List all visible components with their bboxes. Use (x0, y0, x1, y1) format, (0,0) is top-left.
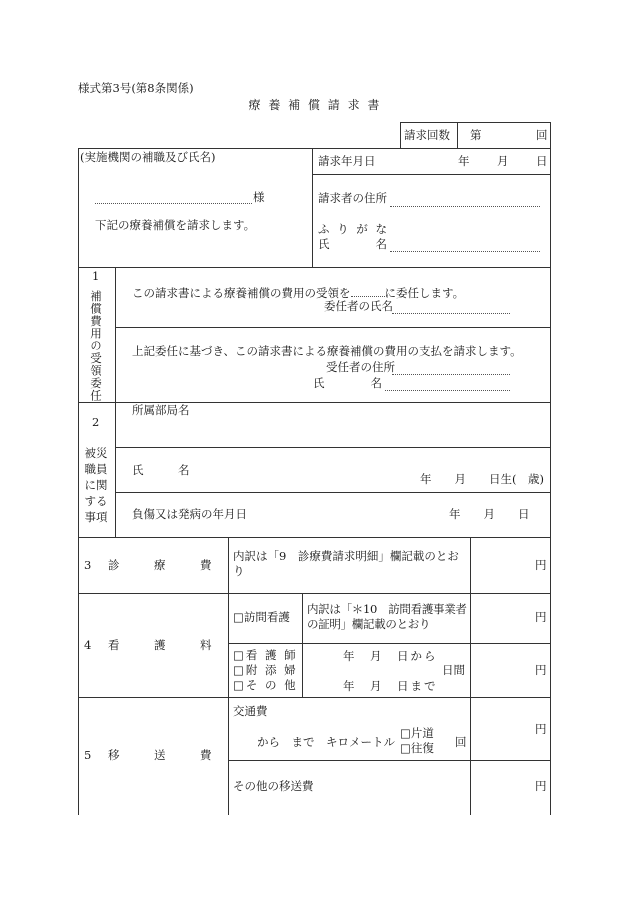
claim-count-prefix: 第 (470, 128, 482, 142)
divider (400, 122, 401, 148)
divider (228, 760, 551, 761)
caregiver-option-nurse: □看 護 師 (233, 648, 298, 662)
divider (470, 537, 471, 815)
recipient-fill-in-line (95, 203, 252, 204)
claim-count-label: 請求回数 (404, 128, 450, 142)
home-nursing-option: □訪問看護 (233, 610, 290, 624)
divider (78, 148, 551, 149)
medical-fees-currency-unit: 円 (535, 558, 547, 572)
other-transport-label: その他の移送費 (233, 779, 314, 793)
section-3-heading: 診 療 費 (108, 558, 212, 572)
section-4-number: 4 (84, 638, 92, 652)
delegate-name-fill-in-line (385, 390, 510, 391)
medical-fees-breakdown-note: 内訳は「9 診療費請求明細」欄記載のとおり (233, 549, 459, 578)
delegator-name-label: 委任者の氏名 (324, 299, 393, 313)
home-nursing-currency-unit: 円 (535, 610, 547, 624)
divider (115, 327, 551, 328)
section-2-number: 2 (92, 415, 100, 429)
divider (115, 267, 116, 537)
recipient-label: (実施機関の補職及び氏名) (80, 150, 216, 164)
section-1-heading: 補償費用の受領委任 (89, 290, 103, 402)
divider (115, 447, 551, 448)
home-nursing-note: 内訳は「＊10 訪問看護事業者の証明」欄記載のとおり (307, 602, 467, 631)
claim-count-suffix: 回 (536, 128, 548, 142)
delegate-address-label: 受任者の住所 (326, 360, 395, 374)
claimant-name-fill-in-line (390, 251, 540, 252)
claim-date-label: 請求年月日 (318, 154, 376, 168)
nursing-period-to: 年 月 日まで (343, 679, 438, 693)
section-5-heading: 移 送 費 (108, 748, 212, 762)
divider (302, 593, 303, 697)
trip-count-unit: 回 (455, 735, 467, 749)
delegation-sentence (132, 285, 464, 300)
divider (78, 593, 551, 594)
divider (312, 148, 313, 267)
section-4-heading: 看 護 料 (108, 638, 212, 652)
divider (115, 492, 551, 493)
section-1-number: 1 (92, 269, 100, 283)
divider (78, 148, 79, 815)
claimant-address-fill-in-line (390, 206, 540, 207)
section-2-heading: 被災職員に関する事項 (84, 446, 108, 524)
caregiver-option-attendant: □附 添 婦 (233, 663, 298, 677)
section-5-number: 5 (84, 748, 92, 762)
divider (550, 122, 551, 815)
injury-date-units: 年 月 日 (449, 507, 530, 521)
claimant-name-label: 氏 名 (318, 237, 387, 251)
department-label: 所属部局名 (132, 403, 190, 417)
divider (457, 122, 458, 148)
section-3-number: 3 (84, 558, 92, 572)
divider (312, 174, 551, 175)
nursing-period-days: 日間 (442, 663, 465, 677)
transport-label: 交通費 (233, 704, 268, 718)
request-statement: 下記の療養補償を請求します。 (95, 218, 256, 232)
divider (228, 537, 229, 815)
divider (78, 267, 551, 268)
birth-date-units: 年 月 日生( 歳) (420, 472, 544, 486)
delegator-name-fill-in-line (392, 313, 510, 314)
claim-date-units: 年 月 日 (458, 154, 549, 168)
caregiver-currency-unit: 円 (535, 663, 547, 677)
furigana-label: ふ り が な (318, 222, 389, 236)
divider (78, 697, 551, 698)
other-transport-currency-unit: 円 (535, 779, 547, 793)
form-title: 療 養 補 償 請 求 書 (248, 98, 382, 112)
trip-option-one-way: □片道 (400, 726, 434, 740)
form-number: 様式第3号(第8条関係) (78, 81, 194, 95)
trip-option-round-trip: □往復 (400, 741, 434, 755)
delegate-fill-in-line (351, 285, 385, 297)
delegation-text-after: に委任します。 (384, 286, 465, 300)
nursing-period-from: 年 月 日から (343, 649, 438, 663)
delegation-text-before: この請求書による療養補償の費用の受領を (132, 286, 351, 300)
divider (78, 537, 551, 538)
divider (400, 122, 551, 123)
employee-name-label: 氏 名 (132, 463, 190, 477)
transport-currency-unit: 円 (535, 722, 547, 736)
route-text: から まで キロメートル (257, 735, 395, 749)
delegate-name-label: 氏 名 (313, 376, 382, 390)
payment-request-text: 上記委任に基づき、この請求書による療養補償の費用の支払を請求します。 (132, 344, 522, 358)
injury-date-label: 負傷又は発病の年月日 (132, 507, 247, 521)
claimant-address-label: 請求者の住所 (318, 191, 387, 205)
delegate-address-fill-in-line (392, 374, 510, 375)
caregiver-option-other: □そ の 他 (233, 678, 298, 692)
recipient-honorific: 様 (253, 190, 265, 204)
divider (228, 643, 551, 644)
